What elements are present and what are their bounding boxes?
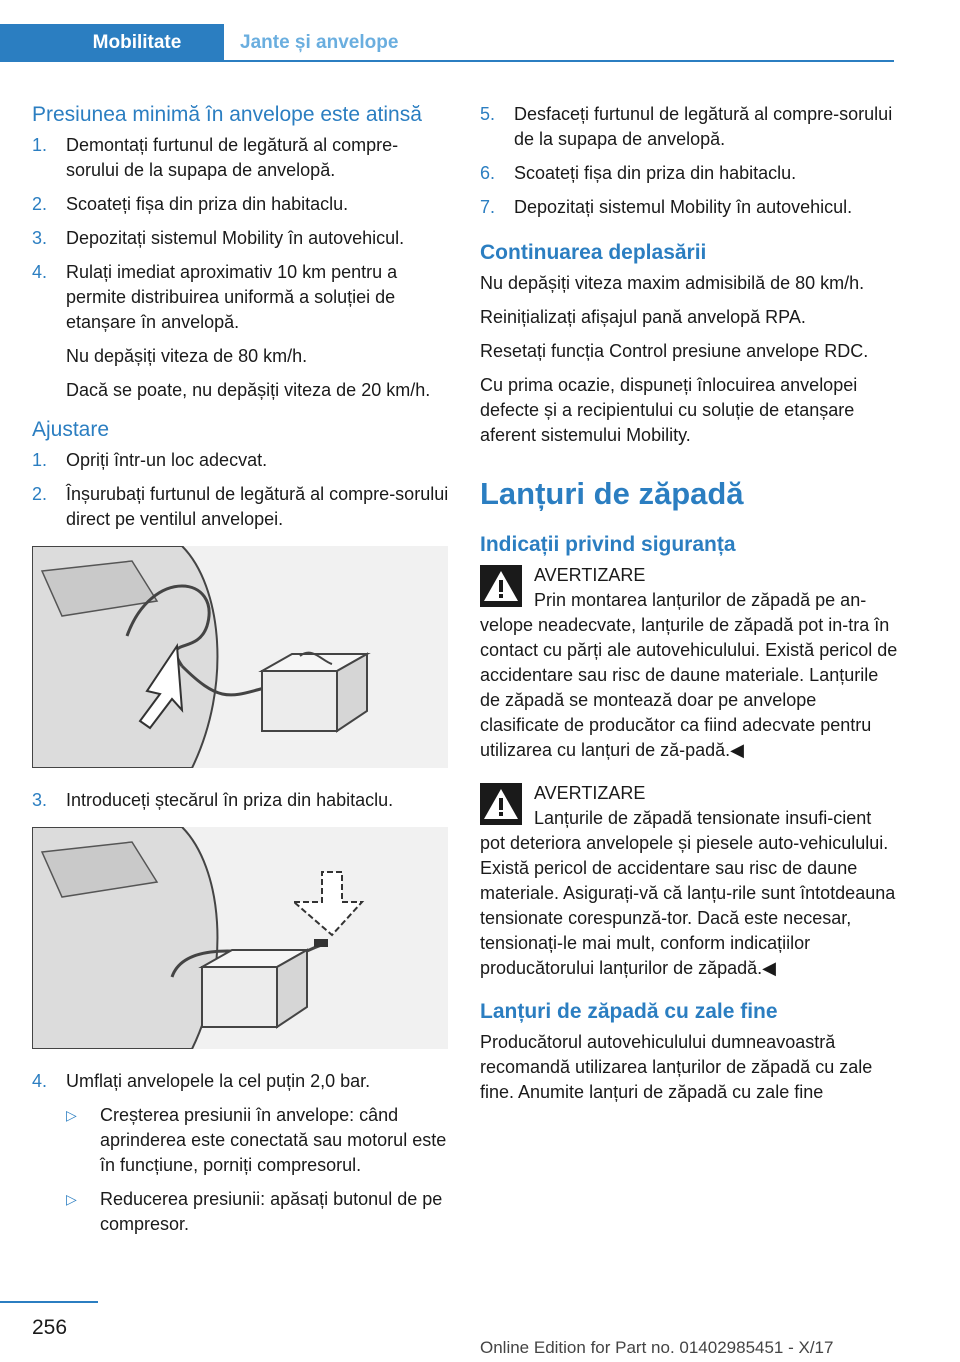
list-item [480, 195, 898, 220]
steps-step3 [32, 788, 450, 813]
list-item [32, 260, 450, 403]
section-title-fine-chains: Lanțuri de zăpadă cu zale fine [480, 1000, 778, 1023]
step-number: 7. [480, 197, 496, 217]
section-title-ajustare: Ajustare [32, 418, 110, 441]
step-text: Demontați furtunul de legătură al compre-sorului de la supapa de anvelopă. [66, 135, 399, 180]
step-text: Rulați imediat aproximativ 10 km pentru a permite distribuirea uniformă a soluției de etanșare în anvelopă. [66, 262, 398, 332]
step-text: Înșurubați furtunul de legătură al compre-sorului direct pe ventilul anvelopei. [66, 484, 449, 529]
step-text: Scoateți fișa din priza din habitaclu. [66, 194, 349, 214]
paragraph: Cu prima ocazie, dispuneți înlocuirea anvelopei defecte și a recipientului cu soluție de etanșare aferent sistemului Mobility. [480, 375, 858, 445]
step-text: Opriți într-un loc adecvat. [66, 450, 268, 470]
step-text: Umflați anvelopele la cel puțin 2,0 bar. [66, 1071, 371, 1091]
step-note: Nu depășiți viteza de 80 km/h. [66, 346, 308, 366]
figure-plug-socket [32, 827, 448, 1049]
edition-footer: Online Edition for Part no. 01402985451 - X/17 [480, 1338, 834, 1357]
tab-mobilitate[interactable]: Mobilitate [0, 24, 224, 62]
paragraph: Nu depășiți viteza maxim admisibilă de 80 km/h. [480, 273, 865, 293]
list-item [32, 226, 450, 251]
steps-min-pressure [32, 133, 450, 403]
warning-heading: AVERTIZARE [534, 565, 646, 585]
step-text: Depozitați sistemul Mobility în autovehicul. [66, 228, 405, 248]
step-number: 3. [32, 228, 48, 248]
step-number: 1. [32, 450, 48, 470]
list-item [66, 1187, 450, 1237]
step-number: 1. [32, 135, 48, 155]
step-text: Introduceți ștecărul în priza din habitaclu. [66, 790, 394, 810]
warning-triangle-icon [480, 783, 522, 825]
page-number: 256 [32, 1316, 68, 1339]
list-item [480, 102, 898, 152]
list-item [32, 788, 450, 813]
step-number: 5. [480, 104, 496, 124]
step-text: Scoateți fișa din priza din habitaclu. [514, 163, 797, 183]
header-tabs [0, 24, 894, 62]
steps-step4 [32, 1069, 450, 1237]
warning-block-1 [480, 563, 898, 763]
list-item [66, 1103, 450, 1178]
paragraph: Resetați funcția Control presiune anvelope RDC. [480, 341, 869, 361]
list-item [32, 448, 450, 473]
step-number: 3. [32, 790, 48, 810]
bullet-text: Reducerea presiunii: apăsați butonul de pe compresor. [100, 1189, 443, 1234]
left-column [32, 102, 450, 1251]
steps-continued [480, 102, 898, 220]
step-number: 2. [32, 484, 48, 504]
section-title-min-pressure: Presiunea minimă în anvelope este atinsă [32, 103, 422, 126]
warning-text: Prin montarea lanțurilor de zăpadă pe an-velope neadecvate, lanțurile de zăpadă pot in-tra în contact cu părți ale autovehiculului. Există pericol de accidentare sau risc de daune materiale. Lanțurile de zăpadă se montează doar pe anvelope clasificate de producător ca fiind adecvate pentru utilizarea cu lanțuri de ză-padă.◀ [480, 590, 898, 760]
steps-ajustare [32, 448, 450, 532]
step-number: 6. [480, 163, 496, 183]
step-text: Depozitați sistemul Mobility în autovehicul. [514, 197, 853, 217]
list-item [32, 1069, 450, 1237]
bullet-list [66, 1103, 450, 1237]
list-item [32, 133, 450, 183]
warning-block-2 [480, 781, 898, 981]
list-item [480, 161, 898, 186]
warning-triangle-icon [480, 565, 522, 607]
figure-compressor-hose-on-valve [32, 546, 448, 768]
step-number: 2. [32, 194, 48, 214]
triangle-bullet-icon: ▷ [66, 1107, 77, 1123]
section-title-safety: Indicații privind siguranța [480, 533, 736, 556]
warning-heading: AVERTIZARE [534, 783, 646, 803]
step-note: Dacă se poate, nu depășiți viteza de 20 km/h. [66, 380, 431, 400]
right-column [480, 102, 898, 1114]
step-number: 4. [32, 1071, 48, 1091]
triangle-bullet-icon: ▷ [66, 1191, 77, 1207]
step-text: Desfaceți furtunul de legătură al compre-sorului de la supapa de anvelopă. [514, 104, 893, 149]
list-item [32, 192, 450, 217]
list-item [32, 482, 450, 532]
tab-jante-si-anvelope[interactable]: Jante și anvelope [240, 32, 399, 53]
step-number: 4. [32, 262, 48, 282]
paragraph: Producătorul autovehiculului dumneavoastră recomandă utilizarea lanțurilor de zăpadă cu zale fine. Anumite lanțuri de zăpadă cu zale fine [480, 1032, 873, 1102]
bullet-text: Creșterea presiunii în anvelope: când aprinderea este conectată sau motorul este în funcțiune, porniți compresorul. [100, 1105, 447, 1175]
chapter-title-snow-chains: Lanțuri de zăpadă [480, 476, 744, 511]
section-title-continue: Continuarea deplasării [480, 241, 707, 264]
header-divider [224, 60, 894, 62]
paragraph: Reinițializați afișajul pană anvelopă RPA. [480, 307, 806, 327]
page-number-rule [0, 1301, 98, 1303]
warning-text: Lanțurile de zăpadă tensionate insufi-cient pot deteriora anvelopele și piesele auto-vehiculului. Există pericol de accidentare sau risc de daune materiale. Asigurați-vă că lanțu-rile sunt întotdeauna tensionate corespunză-tor. Dacă este necesar, tensionați-le mai mult, conform indicațiilor producătorului lanțurilor de zăpadă.◀ [480, 808, 896, 978]
